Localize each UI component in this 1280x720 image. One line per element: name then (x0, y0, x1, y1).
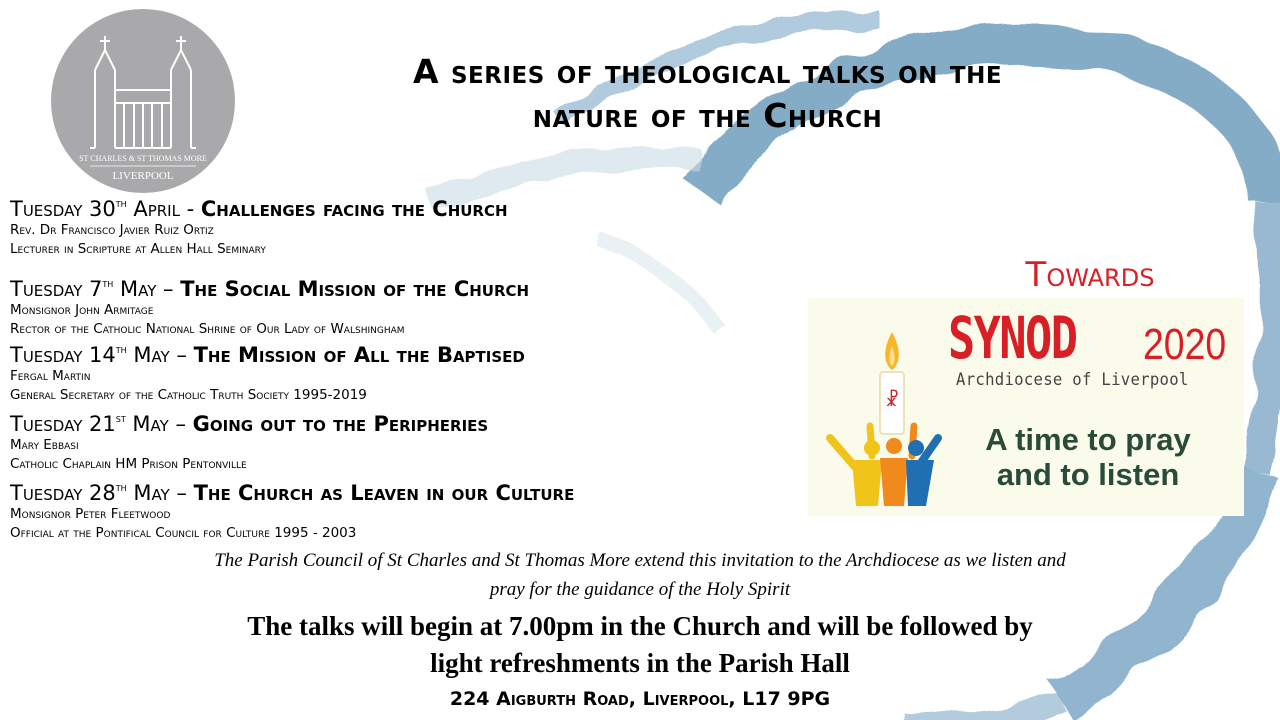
talk-item (10, 481, 770, 543)
invitation-line-2: pray for the guidance of the Holy Spirit (489, 579, 791, 600)
talk-date-suffix: th (102, 276, 114, 290)
synod-tagline-line-1: A time to pray (985, 422, 1191, 457)
talk-month: May – (126, 343, 194, 367)
talk-date: Tuesday 14 (10, 343, 116, 367)
times-line-1: The talks will begin at 7.00pm in the Church and will be followed by (247, 611, 1033, 641)
talk-speaker-role: Catholic Chaplain HM Prison Pentonville (10, 456, 247, 472)
talk-heading (10, 481, 770, 505)
talk-speaker-role: Rector of the Catholic National Shrine of Our Lady of Walshingham (10, 321, 405, 337)
talk-date-suffix: st (115, 411, 126, 425)
talk-month: April - (126, 197, 201, 221)
talk-topic: The Mission of All the Baptised (193, 343, 525, 367)
title-line-1: A series of theological talks on the (412, 52, 1003, 91)
invitation-line-1: The Parish Council of St Charles and St Thomas More extend this invitation to the Archdiocese as we listen and (214, 550, 1066, 571)
talk-item (10, 343, 770, 405)
talk-date-suffix: th (115, 342, 127, 356)
talk-topic: Challenges facing the Church (200, 197, 508, 221)
talk-item (10, 412, 770, 474)
talk-month: May – (113, 277, 181, 301)
synod-word: SYNOD (948, 304, 1077, 372)
talk-speaker-role: Lecturer in Scripture at Allen Hall Seminary (10, 241, 266, 257)
talk-date-suffix: th (115, 480, 127, 494)
talk-date-suffix: th (115, 196, 127, 210)
talk-speaker: Monsignor John Armitage (10, 302, 154, 318)
synod-tagline (958, 422, 1218, 492)
parish-logo (50, 8, 236, 194)
talk-speaker-role: Official at the Pontifical Council for Culture 1995 - 2003 (10, 525, 357, 541)
talk-speaker: Monsignor Peter Fleetwood (10, 506, 171, 522)
talk-item (10, 197, 770, 259)
talk-topic: Going out to the Peripheries (192, 412, 489, 436)
talk-speaker: Fergal Martin (10, 368, 91, 384)
talk-topic: The Church as Leaven in our Culture (193, 481, 575, 505)
synod-year: 2020 (1143, 320, 1227, 369)
talk-heading (10, 197, 770, 221)
title-line-2: nature of the Church (532, 96, 883, 135)
talk-heading (10, 412, 770, 436)
talk-speaker-role: General Secretary of the Catholic Truth Society 1995-2019 (10, 387, 367, 403)
event-times (160, 608, 1120, 682)
talk-month: May – (126, 481, 194, 505)
talk-speaker: Mary Ebbasi (10, 437, 79, 453)
talk-month: May – (125, 412, 193, 436)
logo-ring-text: ST CHARLES & ST THOMAS MORE (79, 154, 207, 163)
talk-date: Tuesday 7 (10, 277, 103, 301)
synod-2020-card (808, 298, 1244, 516)
invitation-text (160, 546, 1120, 604)
candle-crown-icon (816, 328, 956, 508)
venue-address: 224 Aigburth Road, Liverpool, L17 9PG (449, 688, 831, 710)
talk-item (10, 277, 770, 339)
towards-heading: Towards (1025, 255, 1155, 295)
talk-heading (10, 277, 770, 301)
talk-topic: The Social Mission of the Church (180, 277, 530, 301)
talk-speaker: Rev. Dr Francisco Javier Ruiz Ortiz (10, 222, 214, 238)
talk-heading (10, 343, 770, 367)
times-line-2: light refreshments in the Parish Hall (430, 648, 850, 678)
talk-date: Tuesday 30 (10, 197, 116, 221)
page-title (300, 50, 1115, 138)
svg-text:☧: ☧ (884, 390, 900, 411)
logo-city: LIVERPOOL (112, 170, 174, 182)
talk-date: Tuesday 21 (10, 412, 116, 436)
synod-subtitle: Archdiocese of Liverpool (956, 370, 1189, 390)
synod-tagline-line-2: and to listen (996, 457, 1180, 492)
talk-date: Tuesday 28 (10, 481, 116, 505)
